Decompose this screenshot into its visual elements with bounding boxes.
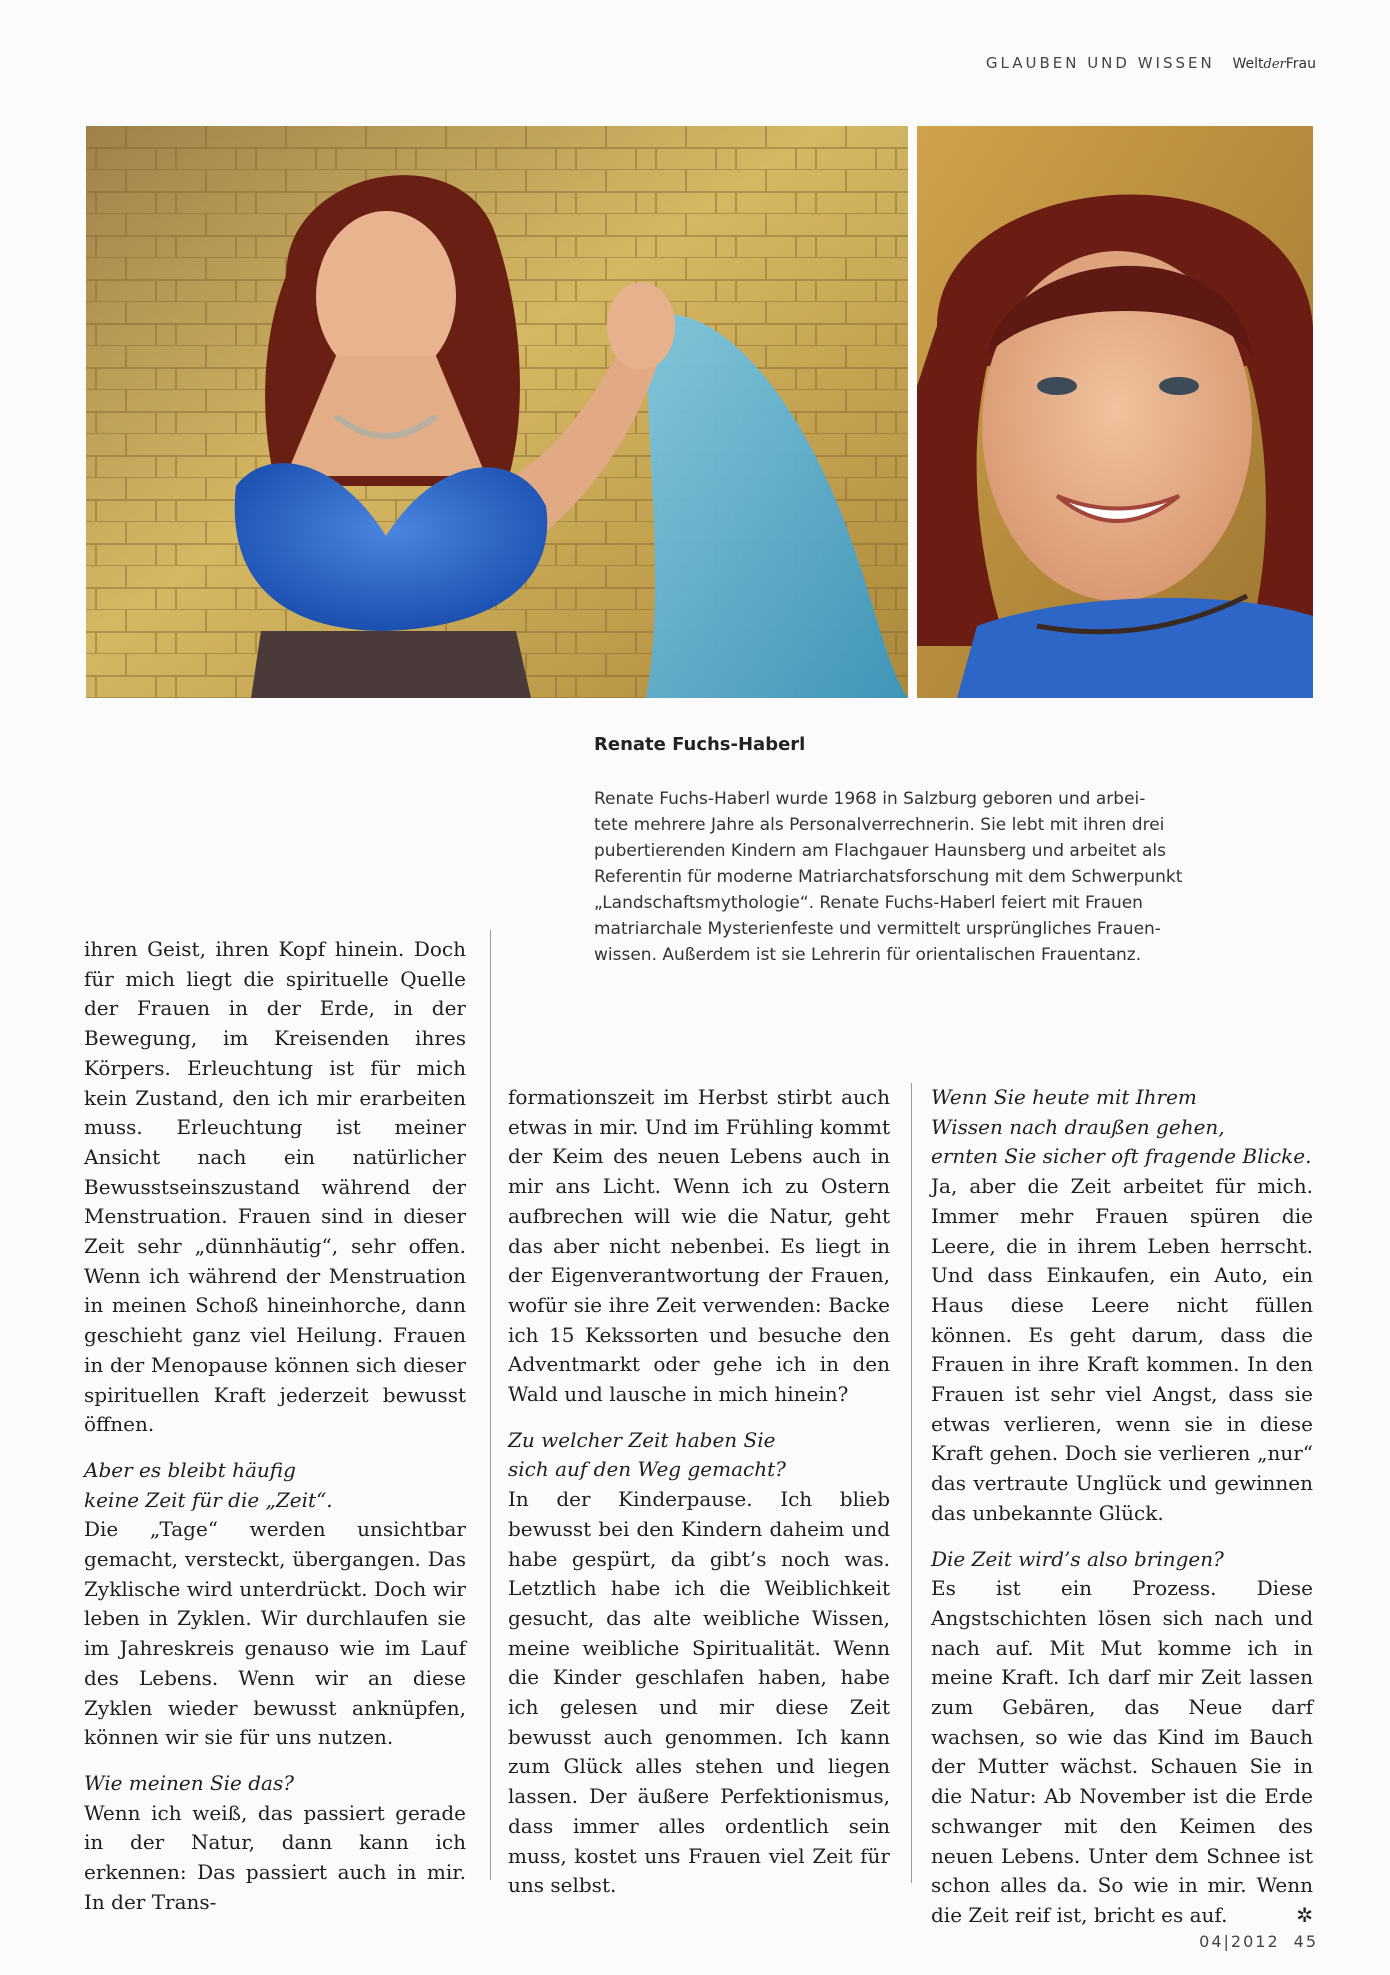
- paragraph: formationszeit im Herbst stirbt auch etwas in mir. Und im Frühling kommt der Keim des neuen Lebens auch in mir ans Licht. Wenn ich zu Ostern aufbrechen will wie die Natur, geht das aber nicht nebenbei. Es liegt in der Eigenverantwortung der Frauen, wofür sie ihre Zeit verwenden: Backe ich 15 Kekssorten und besuche den Adventmarkt oder gehe ich in den Wald und lausche in mich hinein?: [508, 1085, 890, 1407]
- article-column-3: [931, 1083, 1313, 1931]
- page-footer: [1199, 1932, 1318, 1951]
- question: Zu welcher Zeit haben Sie sich auf den Weg gemacht?: [508, 1427, 786, 1482]
- question: Wie meinen Sie das?: [84, 1770, 294, 1795]
- bio-line: pubertierenden Kindern am Flachgauer Haunsberg und arbeitet als: [594, 841, 1167, 861]
- paragraph: Ja, aber die Zeit arbeitet für mich. Immer mehr Frauen spüren die Leere, die in ihrem Leben herrscht. Und dass Einkaufen, ein Auto, ein Haus diese Leere nicht füllen können. Es geht darum, dass die Frauen in ihre Kraft kommen. In den Frauen ist sehr viel Angst, dass sie etwas verlieren, wenn sie in diese Kraft gehen. Doch sie verlieren „nur“ das vertraute Unglück und gewinnen das unbekannte Glück.: [931, 1174, 1313, 1525]
- magazine-logo: WeltderFrau: [1232, 56, 1316, 72]
- column-divider: [911, 1083, 912, 1883]
- question: Aber es bleibt häufig keine Zeit für die „Zeit“.: [84, 1457, 333, 1512]
- photo-dancer: [86, 126, 908, 698]
- end-mark-icon: ✲: [1296, 1902, 1313, 1927]
- bio-line: „Landschaftsmythologie“. Renate Fuchs-Haberl feiert mit Frauen: [594, 893, 1143, 913]
- section-title: GLAUBEN UND WISSEN: [985, 54, 1215, 72]
- page-number: 45: [1293, 1932, 1318, 1951]
- question: Wenn Sie heute mit Ihrem Wissen nach draußen gehen, ernten Sie sicher oft fragende Blicke.: [931, 1085, 1312, 1169]
- paragraph: ihren Geist, ihren Kopf hinein. Doch für mich liegt die spirituelle Quelle der Frauen in der Erde, in der Bewegung, im Kreisenden ihres Körpers. Erleuchtung ist für mich kein Zustand, den ich mir erarbeiten muss. Erleuchtung ist meiner Ansicht nach ein natürlicher Bewusstseinszustand während der Menstruation. Frauen sind in dieser Zeit sehr „dünnhäutig“, sehr offen. Wenn ich während der Menstruation in meinen Schoß hineinhorche, dann geschieht ganz viel Heilung. Frauen in der Menopause können sich dieser spirituellen Kraft jederzeit bewusst öffnen.: [84, 937, 466, 1437]
- bio-title: Renate Fuchs-Haberl: [594, 734, 806, 755]
- bio-text: [594, 786, 1324, 968]
- bio-line: Referentin für moderne Matriarchatsforschung mit dem Schwerpunkt: [594, 867, 1183, 887]
- column-divider: [490, 930, 491, 1880]
- bio-line: matriarchale Mysterienfeste und vermittelt ursprüngliches Frauen-: [594, 919, 1161, 939]
- paragraph: Wenn ich weiß, das passiert gerade in der Natur, dann kann ich erkennen: Das passiert auch in mir. In der Trans-: [84, 1800, 466, 1914]
- paragraph: Die „Tage“ werden unsichtbar gemacht, versteckt, übergangen. Das Zyklische wird unterdrückt. Doch wir leben in Zyklen. Wir durchlaufen sie im Jahreskreis genauso wie im Lauf des Lebens. Wenn wir an diese Zyklen wieder bewusst anknüpfen, können wir sie für uns nutzen.: [84, 1517, 466, 1750]
- running-header: [986, 54, 1316, 72]
- paragraph: Es ist ein Prozess. Diese Angstschichten lösen sich nach und nach auf. Mit Mut komme ich in meine Kraft. Ich darf mir Zeit lassen zum Gebären, das Neue darf wachsen, so wie das Kind im Bauch der Mutter wächst. Schauen Sie in die Natur: Ab November ist die Erde schwanger mit den Keimen des neuen Lebens. Unter dem Schnee ist schon alles da. So wie in mir. Wenn die Zeit reif ist, bricht es auf. ✲: [931, 1574, 1313, 1930]
- paragraph: In der Kinderpause. Ich blieb bewusst bei den Kindern daheim und habe gespürt, da gibt’s noch was. Letztlich habe ich die Weiblichkeit gesucht, das alte weibliche Wissen, meine weibliche Spiritualität. Wenn die Kinder geschlafen haben, habe ich gelesen und mir diese Zeit bewusst auch genommen. Ich kann zum Glück alles stehen und liegen lassen. Der äußere Perfektionismus, dass immer alles ordentlich sein muss, kostet uns Frauen viel Zeit für uns selbst.: [508, 1487, 890, 1898]
- bio-line: Renate Fuchs-Haberl wurde 1968 in Salzburg geboren und arbei-: [594, 789, 1146, 809]
- article-column-1: [84, 935, 466, 1918]
- bio-line: tete mehrere Jahre als Personalverrechnerin. Sie lebt mit ihren drei: [594, 815, 1165, 835]
- question: Die Zeit wird’s also bringen?: [931, 1546, 1224, 1571]
- issue-number: 04|2012: [1199, 1932, 1280, 1951]
- photo-portrait: [917, 126, 1313, 698]
- bio-line: wissen. Außerdem ist sie Lehrerin für orientalischen Frauentanz.: [594, 945, 1142, 965]
- article-column-2: [508, 1083, 890, 1901]
